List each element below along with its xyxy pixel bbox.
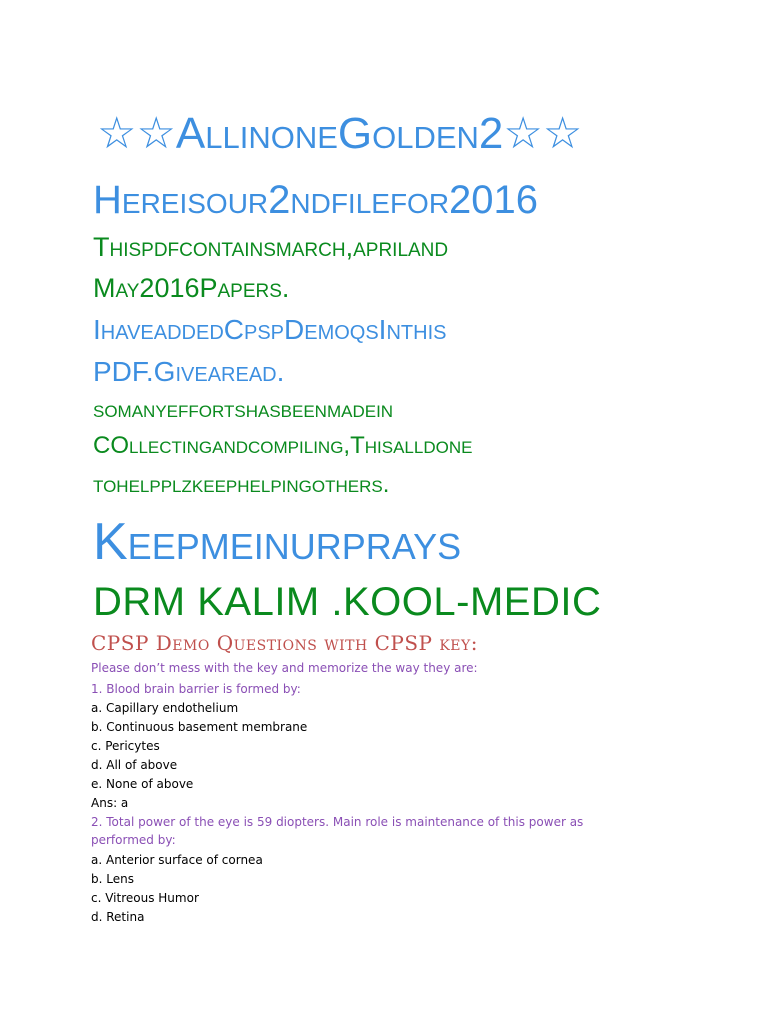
intro-line-1: Thispdfcontainsmarch,apriland [93, 232, 449, 262]
question-2-text-line-2: performed by: [91, 833, 176, 847]
document-subtitle: Hereisour2ndfilefor2016 [93, 178, 539, 222]
section-heading: CPSP Demo Questions with CPSP key: [91, 631, 479, 655]
author-name: DRM KALIM .KOOL-MEDIC [93, 580, 602, 624]
question-1-option-b: b. Continuous basement membrane [91, 720, 308, 734]
question-1-option-c: c. Pericytes [91, 739, 160, 753]
question-2-option-a: a. Anterior surface of cornea [91, 853, 263, 867]
question-1-answer: Ans: a [91, 796, 129, 810]
document-title: ☆☆AllinoneGolden2☆☆ [97, 109, 583, 158]
section-note: Please don’t mess with the key and memorize the way they are: [91, 661, 478, 675]
question-2-option-d: d. Retina [91, 910, 145, 924]
question-1-option-e: e. None of above [91, 777, 194, 791]
intro-line-6: COllectingandcompiling,Thisalldone [93, 432, 473, 459]
intro-line-7: tohelpplzkeephelpingothers. [93, 471, 390, 498]
question-1-text: 1. Blood brain barrier is formed by: [91, 682, 301, 696]
question-1-option-d: d. All of above [91, 758, 178, 772]
question-2-text-line-1: 2. Total power of the eye is 59 diopters. Main role is maintenance of this power as [91, 815, 584, 829]
question-2-option-c: c. Vitreous Humor [91, 891, 199, 905]
intro-line-3: IhaveaddedCpspDemoqsInthis [93, 314, 447, 345]
intro-line-4: PDF.Givearead. [93, 356, 285, 387]
question-1-option-a: a. Capillary endothelium [91, 701, 239, 715]
intro-line-2: May2016Papers. [93, 273, 290, 303]
question-2-option-b: b. Lens [91, 872, 134, 886]
intro-line-5: somanyeffortshasbeenmadein [93, 396, 394, 423]
prayer-line: Keepmeinurprays [93, 513, 462, 571]
